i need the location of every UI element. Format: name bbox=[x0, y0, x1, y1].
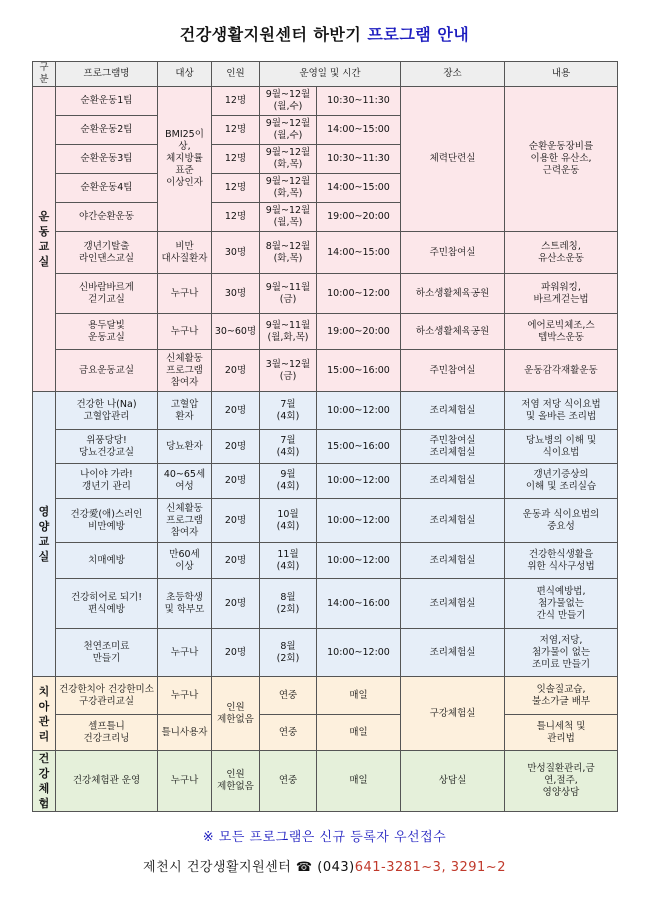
content: 순환운동장비를 이용한 유산소, 근력운동 bbox=[505, 87, 618, 232]
period: 연중 bbox=[260, 715, 317, 751]
period: 9월~12월 (화,목) bbox=[260, 145, 317, 174]
content: 운동감각재활운동 bbox=[505, 350, 618, 392]
period: 8월 (2회) bbox=[260, 579, 317, 629]
place: 조리체험실 bbox=[401, 499, 505, 543]
content: 파워워킹, 바르게걷는법 bbox=[505, 274, 618, 314]
table-row bbox=[33, 392, 618, 430]
time: 10:30~11:30 bbox=[317, 145, 401, 174]
target: 누구나 bbox=[158, 751, 212, 812]
target: 고혈압 환자 bbox=[158, 392, 212, 430]
capacity: 20명 bbox=[212, 430, 260, 464]
period: 9월~11월 (월,화,목) bbox=[260, 314, 317, 350]
capacity: 12명 bbox=[212, 145, 260, 174]
time: 10:30~11:30 bbox=[317, 87, 401, 116]
target: 초등학생 및 학부모 bbox=[158, 579, 212, 629]
content: 당뇨병의 이해 및 식이요법 bbox=[505, 430, 618, 464]
category-dental: 치 아 관 리 bbox=[33, 677, 56, 751]
program-name: 순환운동4팀 bbox=[56, 174, 158, 203]
program-name: 순환운동1팀 bbox=[56, 87, 158, 116]
time: 매일 bbox=[317, 677, 401, 715]
content: 에어로빅체조,스 텝박스운동 bbox=[505, 314, 618, 350]
place: 상담실 bbox=[401, 751, 505, 812]
program-name: 신바람바르게 걷기교실 bbox=[56, 274, 158, 314]
capacity: 20명 bbox=[212, 543, 260, 579]
period: 9월~12월 (화,목) bbox=[260, 174, 317, 203]
content: 편식예방법, 첨가물없는 간식 만들기 bbox=[505, 579, 618, 629]
table-row bbox=[33, 751, 618, 812]
target: 누구나 bbox=[158, 677, 212, 715]
period: 10월 (4회) bbox=[260, 499, 317, 543]
contact-line bbox=[0, 856, 649, 875]
target: 신체활동 프로그램 참여자 bbox=[158, 499, 212, 543]
place: 체력단련실 bbox=[401, 87, 505, 232]
table-row bbox=[33, 579, 618, 629]
program-name: 천연조미료 만들기 bbox=[56, 629, 158, 677]
program-table bbox=[32, 61, 618, 812]
capacity: 20명 bbox=[212, 350, 260, 392]
place: 구강체험실 bbox=[401, 677, 505, 751]
time: 10:00~12:00 bbox=[317, 274, 401, 314]
target: 틀니사용자 bbox=[158, 715, 212, 751]
title-main: 건강생활지원센터 하반기 bbox=[179, 25, 368, 44]
capacity: 20명 bbox=[212, 579, 260, 629]
period: 9월~12월 (월,목) bbox=[260, 203, 317, 232]
program-name: 야간순환운동 bbox=[56, 203, 158, 232]
capacity: 20명 bbox=[212, 392, 260, 430]
table-row bbox=[33, 499, 618, 543]
table-row bbox=[33, 430, 618, 464]
category-experience: 건 강 체 험 bbox=[33, 751, 56, 812]
contact-phone: 641-3281~3, 3291~2 bbox=[354, 860, 506, 875]
table-row bbox=[33, 87, 618, 116]
time: 14:00~15:00 bbox=[317, 232, 401, 274]
capacity: 20명 bbox=[212, 499, 260, 543]
time: 19:00~20:00 bbox=[317, 203, 401, 232]
period: 9월~12월 (월,수) bbox=[260, 116, 317, 145]
program-name: 순환운동2팀 bbox=[56, 116, 158, 145]
place: 조리체험실 bbox=[401, 464, 505, 499]
content: 스트레칭, 유산소운동 bbox=[505, 232, 618, 274]
table-row bbox=[33, 677, 618, 715]
place: 하소생활체육공원 bbox=[401, 314, 505, 350]
place: 조리체험실 bbox=[401, 579, 505, 629]
capacity: 30~60명 bbox=[212, 314, 260, 350]
capacity: 30명 bbox=[212, 232, 260, 274]
place: 조리체험실 bbox=[401, 629, 505, 677]
program-name: 치매예방 bbox=[56, 543, 158, 579]
period: 7월 (4회) bbox=[260, 392, 317, 430]
time: 10:00~12:00 bbox=[317, 629, 401, 677]
period: 8월 (2회) bbox=[260, 629, 317, 677]
table-row bbox=[33, 350, 618, 392]
header-schedule: 운영일 및 시간 bbox=[260, 62, 401, 87]
time: 14:00~16:00 bbox=[317, 579, 401, 629]
time: 매일 bbox=[317, 715, 401, 751]
header-content: 내용 bbox=[505, 62, 618, 87]
period: 7월 (4회) bbox=[260, 430, 317, 464]
program-name: 금요운동교실 bbox=[56, 350, 158, 392]
capacity: 12명 bbox=[212, 87, 260, 116]
place: 하소생활체육공원 bbox=[401, 274, 505, 314]
place: 주민참여실 bbox=[401, 232, 505, 274]
capacity: 12명 bbox=[212, 174, 260, 203]
content: 저염 저당 식이요법 및 올바른 조리법 bbox=[505, 392, 618, 430]
capacity: 20명 bbox=[212, 464, 260, 499]
header-place: 장소 bbox=[401, 62, 505, 87]
time: 10:00~12:00 bbox=[317, 464, 401, 499]
target: 만60세 이상 bbox=[158, 543, 212, 579]
program-name: 건강한 나(Na) 고혈압관리 bbox=[56, 392, 158, 430]
content: 틀니세척 및 관리법 bbox=[505, 715, 618, 751]
time: 10:00~12:00 bbox=[317, 543, 401, 579]
contact-org: 제천시 건강생활지원센터 ☎ (043) bbox=[143, 860, 355, 875]
capacity: 30명 bbox=[212, 274, 260, 314]
content: 저염,저당, 첨가물이 없는 조미료 만들기 bbox=[505, 629, 618, 677]
period: 3월~12월 (금) bbox=[260, 350, 317, 392]
program-name: 건강한치아 건강한미소 구강관리교실 bbox=[56, 677, 158, 715]
table-row bbox=[33, 314, 618, 350]
program-name: 건강체험관 운영 bbox=[56, 751, 158, 812]
program-name: 건강히어로 되기! 편식예방 bbox=[56, 579, 158, 629]
table-row bbox=[33, 715, 618, 751]
program-name: 위풍당당! 당뇨건강교실 bbox=[56, 430, 158, 464]
time: 14:00~15:00 bbox=[317, 116, 401, 145]
time: 19:00~20:00 bbox=[317, 314, 401, 350]
table-header-row bbox=[33, 62, 618, 87]
capacity: 인원 제한없음 bbox=[212, 751, 260, 812]
target: BMI25이상, 체지방률 표준 이상인자 bbox=[158, 87, 212, 232]
table-row bbox=[33, 629, 618, 677]
target: 누구나 bbox=[158, 629, 212, 677]
place: 주민참여실 bbox=[401, 350, 505, 392]
capacity: 12명 bbox=[212, 116, 260, 145]
time: 15:00~16:00 bbox=[317, 350, 401, 392]
program-name: 셀프틀니 건강크리닝 bbox=[56, 715, 158, 751]
content: 운동과 식이요법의 중요성 bbox=[505, 499, 618, 543]
header-target: 대상 bbox=[158, 62, 212, 87]
target: 신체활동 프로그램 참여자 bbox=[158, 350, 212, 392]
category-exercise: 운 동 교 실 bbox=[33, 87, 56, 392]
target: 누구나 bbox=[158, 274, 212, 314]
program-name: 건강愛(애)스러인 비만예방 bbox=[56, 499, 158, 543]
content: 잇솔질교습, 불소가글 배부 bbox=[505, 677, 618, 715]
time: 15:00~16:00 bbox=[317, 430, 401, 464]
program-name: 나이야 가라! 갱년기 관리 bbox=[56, 464, 158, 499]
header-program: 프로그램명 bbox=[56, 62, 158, 87]
table-row bbox=[33, 232, 618, 274]
time: 14:00~15:00 bbox=[317, 174, 401, 203]
period: 9월~11월 (금) bbox=[260, 274, 317, 314]
time: 10:00~12:00 bbox=[317, 392, 401, 430]
notice-text: ※ 모든 프로그램은 신규 등록자 우선접수 bbox=[202, 830, 447, 845]
place: 주민참여실 조리체험실 bbox=[401, 430, 505, 464]
program-name: 갱년기탈출 라인댄스교실 bbox=[56, 232, 158, 274]
capacity: 인원 제한없음 bbox=[212, 677, 260, 751]
period: 연중 bbox=[260, 751, 317, 812]
content: 만성질환관리,금 연,절주, 영양상담 bbox=[505, 751, 618, 812]
table-row bbox=[33, 274, 618, 314]
program-name: 순환운동3팀 bbox=[56, 145, 158, 174]
period: 11월 (4회) bbox=[260, 543, 317, 579]
place: 조리체험실 bbox=[401, 543, 505, 579]
header-capacity: 인원 bbox=[212, 62, 260, 87]
content: 건강한식생활을 위한 식사구성법 bbox=[505, 543, 618, 579]
time: 매일 bbox=[317, 751, 401, 812]
period: 9월~12월 (월,수) bbox=[260, 87, 317, 116]
program-name: 용두달빛 운동교실 bbox=[56, 314, 158, 350]
header-category: 구분 bbox=[33, 62, 56, 87]
capacity: 12명 bbox=[212, 203, 260, 232]
table-row bbox=[33, 464, 618, 499]
page-title bbox=[0, 22, 649, 45]
title-highlight: 프로그램 안내 bbox=[367, 25, 470, 44]
period: 9월 (4회) bbox=[260, 464, 317, 499]
table-row bbox=[33, 543, 618, 579]
content: 갱년기증상의 이해 및 조리실습 bbox=[505, 464, 618, 499]
period: 8월~12월 (화,목) bbox=[260, 232, 317, 274]
target: 40~65세 여성 bbox=[158, 464, 212, 499]
place: 조리체험실 bbox=[401, 392, 505, 430]
target: 누구나 bbox=[158, 314, 212, 350]
capacity: 20명 bbox=[212, 629, 260, 677]
period: 연중 bbox=[260, 677, 317, 715]
target: 당뇨환자 bbox=[158, 430, 212, 464]
target: 비만 대사질환자 bbox=[158, 232, 212, 274]
category-nutrition: 영 양 교 실 bbox=[33, 392, 56, 677]
time: 10:00~12:00 bbox=[317, 499, 401, 543]
